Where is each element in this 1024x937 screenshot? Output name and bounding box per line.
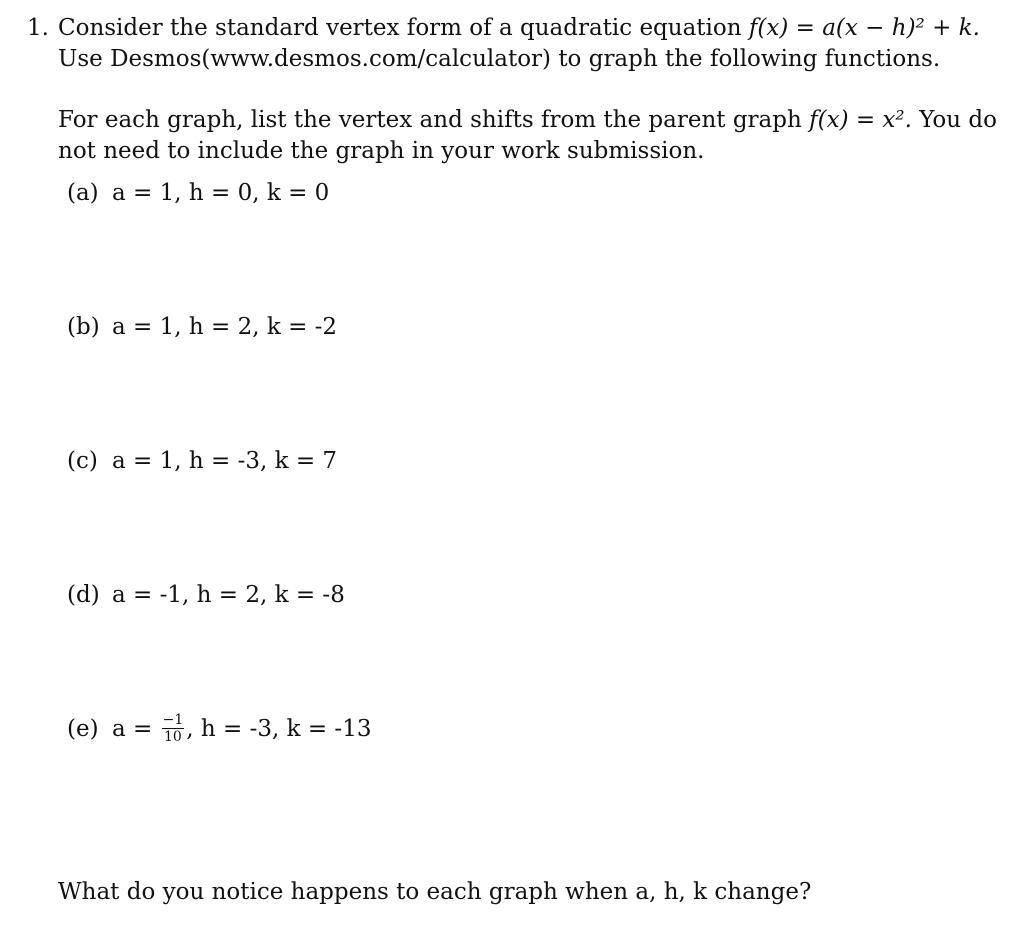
- part-a-label: (a): [67, 180, 99, 206]
- part-e-prefix: a =: [112, 716, 153, 742]
- instruction-line-1: [58, 105, 997, 136]
- parent-function: f(x) = x².: [809, 107, 912, 133]
- vertex-form-equation: f(x) = a(x − h)² + k.: [748, 15, 980, 41]
- instruction-line-2: not need to include the graph in your work submission.: [58, 138, 705, 164]
- instruction-prefix: For each graph, list the vertex and shifts from the parent graph: [58, 107, 802, 133]
- desmos-line: Use Desmos(www.desmos.com/calculator) to graph the following functions.: [58, 46, 941, 72]
- part-b-label: (b): [67, 314, 100, 340]
- part-d-label: (d): [67, 582, 100, 608]
- intro-text: Consider the standard vertex form of a quadratic equation: [58, 15, 742, 41]
- problem-number: 1.: [27, 15, 49, 41]
- part-a-values: a = 1, h = 0, k = 0: [112, 180, 330, 206]
- instruction-suffix: You do: [919, 107, 997, 133]
- part-d-values: a = -1, h = 2, k = -8: [112, 582, 345, 608]
- intro-line: [58, 13, 980, 44]
- part-e-values: [112, 711, 372, 746]
- part-e-fraction: [162, 713, 185, 744]
- part-c-label: (c): [67, 448, 98, 474]
- part-e-label: (e): [67, 716, 99, 742]
- fraction-numerator: −1: [162, 711, 184, 728]
- closing-question: What do you notice happens to each graph when a, h, k change?: [58, 879, 812, 905]
- fraction-denominator: 10: [164, 728, 182, 745]
- part-c-values: a = 1, h = -3, k = 7: [112, 448, 338, 474]
- part-e-suffix: , h = -3, k = -13: [186, 716, 372, 742]
- part-b-values: a = 1, h = 2, k = -2: [112, 314, 338, 340]
